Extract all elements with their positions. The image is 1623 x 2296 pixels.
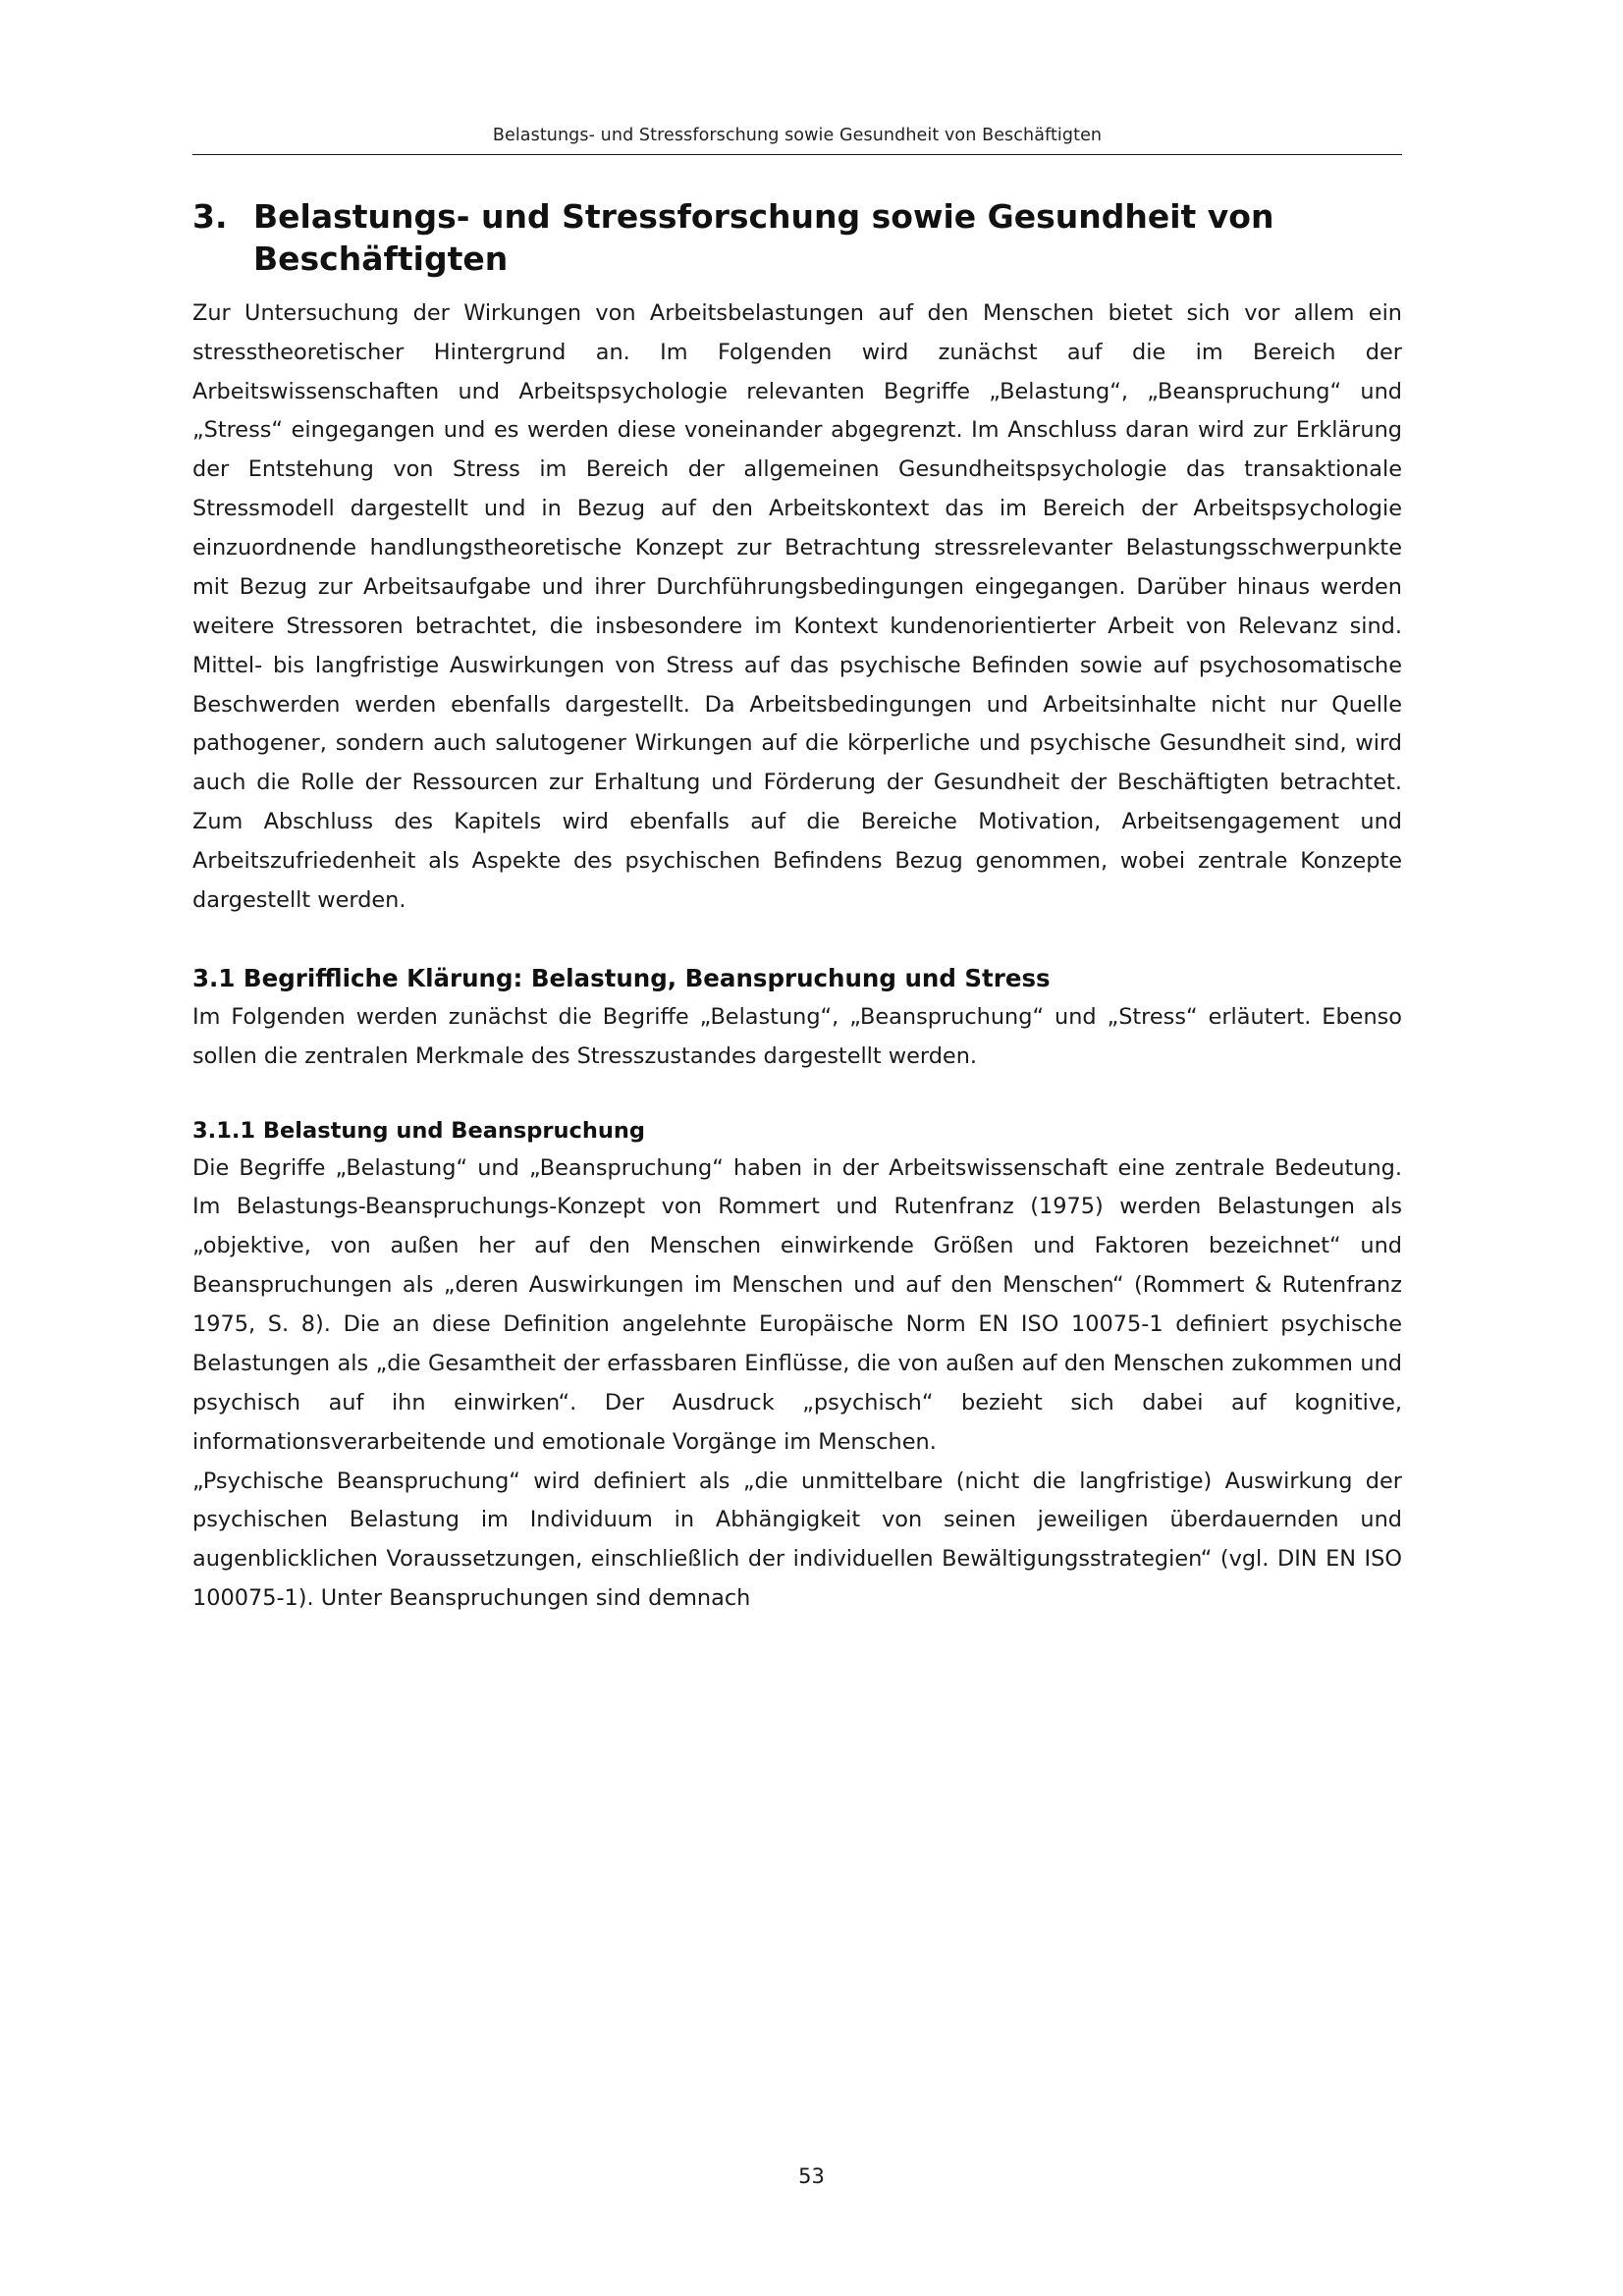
section-3-1-heading: 3.1 Begriffliche Klärung: Belastung, Beanspruchung und Stress [192,963,1051,992]
chapter-title-text: Belastungs- und Stressforschung sowie Gesundheit von Beschäftigten [253,197,1274,278]
subsection-3-1-1-paragraph-1: Die Begriffe „Belastung“ und „Beanspruchung“ haben in der Arbeitswissenschaft eine zentrale Bedeutung. Im Belastungs-Beanspruchungs-Konzept von Rommert und Rutenfranz (1975) werden Belastungen als „objektive, von außen her auf den Menschen einwirkende Größen und Faktoren bezeichnet“ und Beanspruchungen als „deren Auswirkungen im Menschen und auf den Menschen“ (Rommert & Rutenfranz 1975, S. 8). Die an diese Definition angelehnte Europäische Norm EN ISO 10075-1 definiert psychische Belastungen als „die Gesamtheit der erfassbaren Einflüsse, die von außen auf den Menschen zukommen und psychisch auf ihn einwirken“. Der Ausdruck „psychisch“ bezieht sich dabei auf kognitive, informationsverarbeitende und emotionale Vorgänge im Menschen. [192,1154,1402,1455]
chapter-heading [192,196,1402,281]
subsection-3-1-1-heading: 3.1.1 Belastung und Beanspruchung [192,1117,646,1144]
page-content [192,196,1402,1619]
section-3-1-paragraph: Im Folgenden werden zunächst die Begriffe „Belastung“, „Beanspruchung“ und „Stress“ erläutert. Ebenso sollen die zentralen Merkmale des Stresszustandes dargestellt werden. [192,1003,1402,1069]
page-number: 53 [798,2164,825,2188]
chapter-number: 3. [192,197,228,236]
header-divider [192,154,1402,155]
running-head: Belastungs- und Stressforschung sowie Gesundheit von Beschäftigten [492,126,1103,145]
intro-paragraph: Zur Untersuchung der Wirkungen von Arbeitsbelastungen auf den Menschen bietet sich vor allem ein stresstheoretischer Hintergrund an. Im Folgenden wird zunächst auf die im Bereich der Arbeitswissenschaften und Arbeitspsychologie relevanten Begriffe „Belastung“, „Beanspruchung“ und „Stress“ eingegangen und es werden diese voneinander abgegrenzt. Im Anschluss daran wird zur Erklärung der Entstehung von Stress im Bereich der allgemeinen Gesundheitspsychologie das transaktionale Stressmodell dargestellt und in Bezug auf den Arbeitskontext das im Bereich der Arbeitspsychologie einzuordnende handlungstheoretische Konzept zur Betrachtung stressrelevanter Belastungsschwerpunkte mit Bezug zur Arbeitsaufgabe und ihrer Durchführungsbedingungen eingegangen. Darüber hinaus werden weitere Stressoren betrachtet, die insbesondere im Kontext kundenorientierter Arbeit von Relevanz sind. Mittel- bis langfristige Auswirkungen von Stress auf das psychische Befinden sowie auf psychosomatische Beschwerden werden ebenfalls dargestellt. Da Arbeitsbedingungen und Arbeitsinhalte nicht nur Quelle pathogener, sondern auch salutogener Wirkungen auf die körperliche und psychische Gesundheit sind, wird auch die Rolle der Ressourcen zur Erhaltung und Förderung der Gesundheit der Beschäftigten betrachtet. Zum Abschluss des Kapitels wird ebenfalls auf die Bereiche Motivation, Arbeitsengagement und Arbeitszufriedenheit als Aspekte des psychischen Befindens Bezug genommen, wobei zentrale Konzepte dargestellt werden. [192,299,1402,913]
subsection-3-1-1-paragraph-2: „Psychische Beanspruchung“ wird definiert als „die unmittelbare (nicht die langfristige) Auswirkung der psychischen Belastung im Individuum in Abhängigkeit von seinen jeweiligen überdauernden und augenblicklichen Voraussetzungen, einschließlich der individuellen Bewältigungsstrategien“ (vgl. DIN EN ISO 100075-1). Unter Beanspruchungen sind demnach [192,1468,1402,1612]
